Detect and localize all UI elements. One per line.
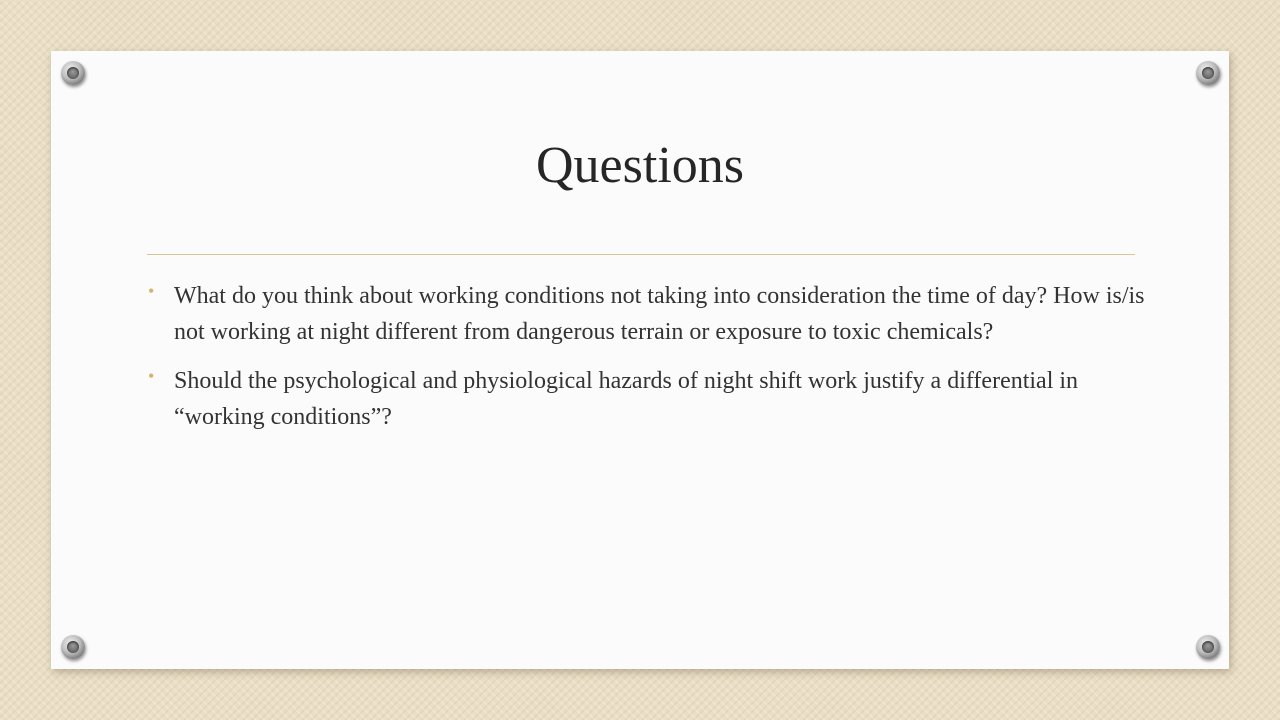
bullet-dot-icon: • [148,281,155,301]
bullet-text: What do you think about working conditions not taking into consideration the time of day? How is/is not working at night different from dangerous terrain or exposure to toxic chemicals? [174,283,1145,345]
slide-title: Questions [536,137,744,194]
bullet-item [148,363,1148,435]
rivet-icon-top-left [61,61,85,85]
title-divider [147,254,1135,255]
bullet-dot-icon: • [148,366,155,386]
rivet-icon-top-right [1196,61,1220,85]
bullet-item [148,278,1148,350]
rivet-icon-bottom-right [1196,635,1220,659]
bullet-list [148,278,1148,448]
rivet-icon-bottom-left [61,635,85,659]
bullet-text: Should the psychological and physiological hazards of night shift work justify a differential in “working conditions”? [174,368,1079,430]
